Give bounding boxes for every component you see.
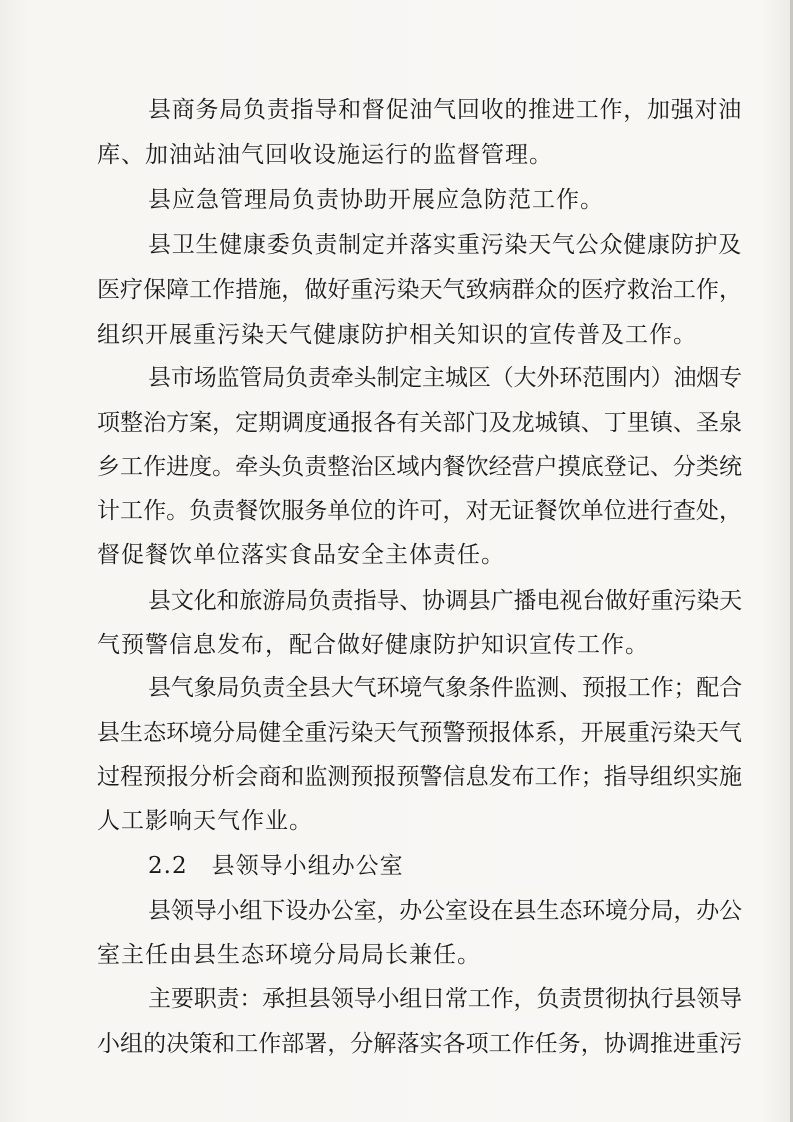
text-line: 医疗保障工作措施，做好重污染天气致病群众的医疗救治工作，: [97, 277, 742, 303]
text-line: 库、加油站油气回收设施运行的监督管理。: [97, 142, 553, 168]
text-line: 小组的决策和工作部署，分解落实各项工作任务，协调推进重污: [97, 1031, 742, 1057]
text-line: 项整治方案，定期调度通报各有关部门及龙城镇、丁里镇、圣泉: [97, 410, 742, 436]
text-line: 乡工作进度。牵头负责整治区域内餐饮经营户摸底登记、分类统: [97, 454, 742, 480]
text-line: 室主任由县生态环境分局局长兼任。: [97, 942, 481, 968]
text-line: 气预警信息发布，配合做好健康防护知识宣传工作。: [97, 632, 649, 658]
text-line: 县商务局负责指导和督促油气回收的推进工作，加强对油: [148, 97, 742, 123]
text-line: 县文化和旅游局负责指导、协调县广播电视台做好重污染天: [148, 588, 743, 614]
text-line: 主要职责：承担县领导小组日常工作，负责贯彻执行县领导: [148, 986, 743, 1012]
text-line: 县市场监管局负责牵头制定主城区（大外环范围内）油烟专: [148, 365, 743, 391]
text-line: 县应急管理局负责协助开展应急防范工作。: [148, 187, 604, 213]
text-line: 县卫生健康委负责制定并落实重污染天气公众健康防护及: [148, 232, 742, 258]
text-line: 组织开展重污染天气健康防护相关知识的宣传普及工作。: [97, 322, 697, 348]
text-line: 督促餐饮单位落实食品安全主体责任。: [97, 542, 505, 568]
text-line: 过程预报分析会商和监测预报预警信息发布工作；指导组织实施: [97, 764, 742, 790]
text-line: 县领导小组下设办公室，办公室设在县生态环境分局，办公: [148, 898, 743, 924]
text-line: 计工作。负责餐饮服务单位的许可，对无证餐饮单位进行查处，: [97, 498, 742, 524]
text-line: 人工影响天气作业。: [97, 808, 313, 834]
section-heading: 2.2 县领导小组办公室: [148, 853, 404, 879]
text-line: 县气象局负责全县大气环境气象条件监测、预报工作；配合: [148, 675, 743, 701]
text-line: 县生态环境分局健全重污染天气预警预报体系，开展重污染天气: [97, 720, 742, 746]
